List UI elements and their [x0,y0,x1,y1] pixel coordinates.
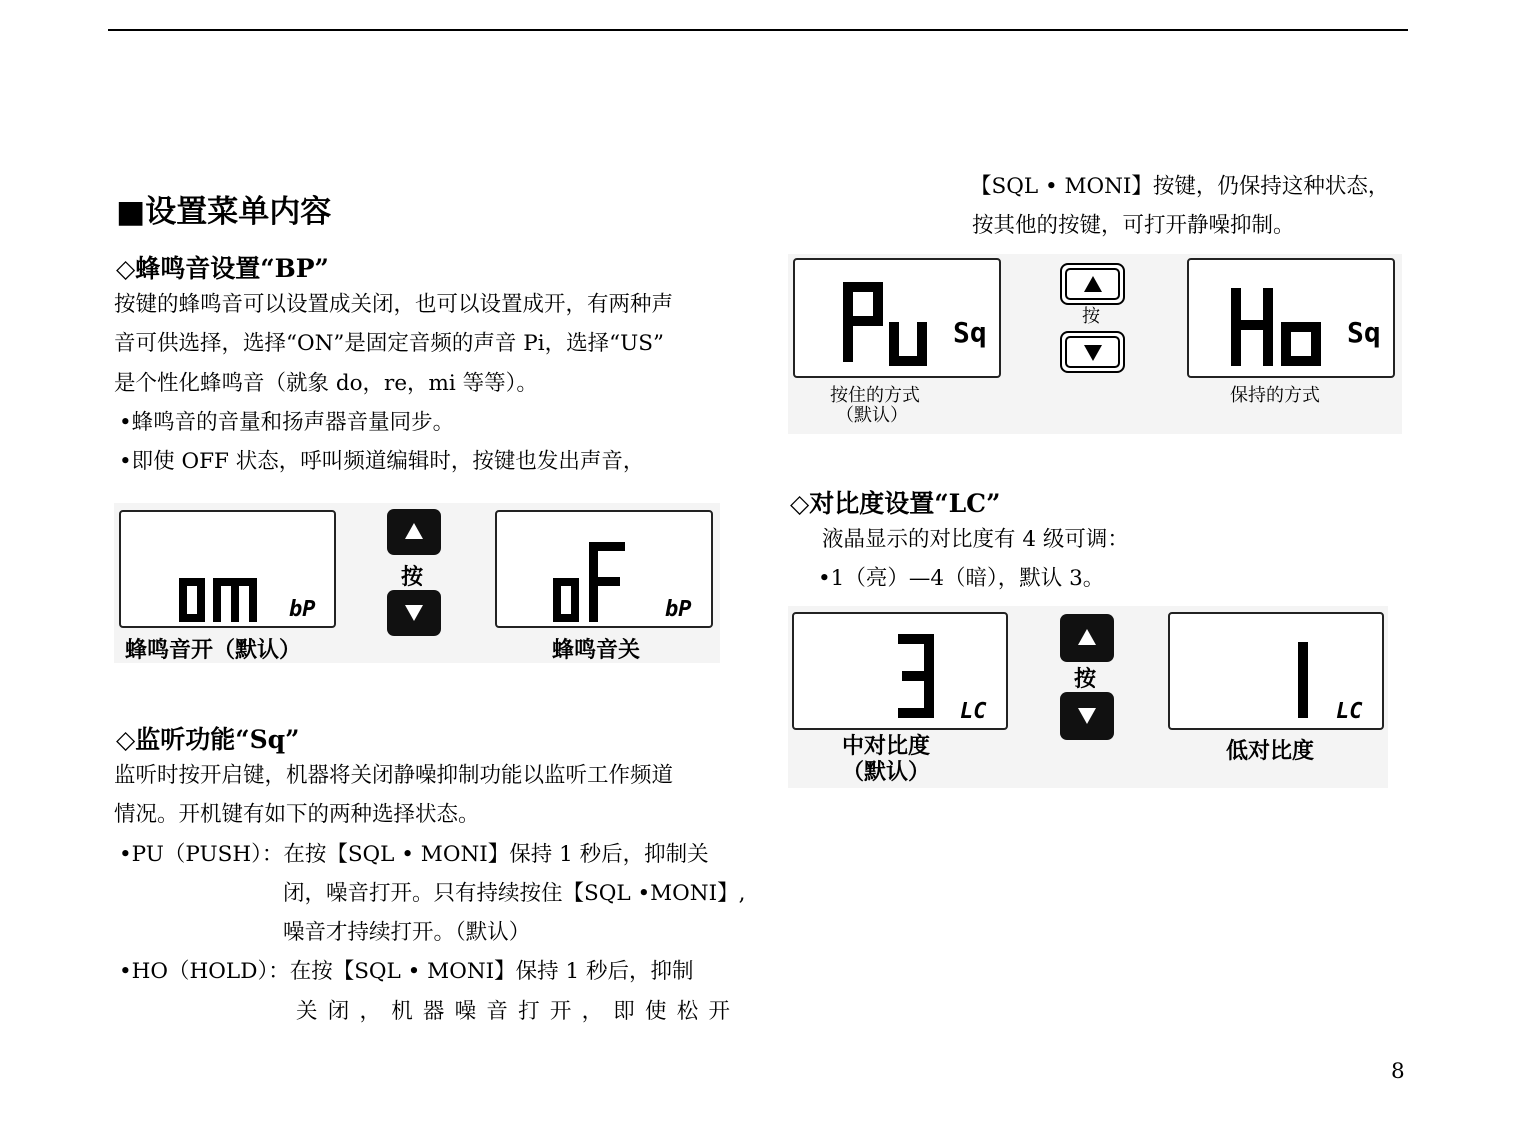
caption-line: （默认） [842,760,931,785]
svg-text:Sq: Sq [1347,316,1381,349]
down-arrow-icon [1078,708,1096,724]
down-button[interactable] [387,590,441,636]
lcd-digits-ho [1189,260,1393,376]
svg-text:bP: bP [665,597,692,622]
up-button[interactable] [1060,614,1114,662]
button-label: 按 [1074,667,1097,692]
down-button[interactable] [1060,692,1114,740]
lcd-digits-off [497,512,711,626]
text-line: 闭，噪音打开。只有持续按住【SQL •MONI】, [283,880,746,906]
lcd-digits-on [121,512,334,626]
up-arrow-icon [1084,276,1102,292]
down-arrow-icon [1084,345,1102,361]
caption-beep-on: 蜂鸣音开（默认） [125,638,302,663]
text-line: 【SQL • MONI】按键，仍保持这种状态， [970,174,1390,199]
lcd-digits-pu [795,260,999,376]
lcd-contrast-low [1168,612,1384,730]
monitor-continued [970,167,1389,246]
caption-line: 中对比度 [842,734,931,759]
beep-paragraph [114,285,673,481]
lcd-digit-1 [1170,614,1382,728]
lcd-hold [1187,258,1395,378]
caption-contrast-mid [842,734,930,786]
svg-text:LC: LC [1336,699,1363,724]
text-line: 是个性化蜂鸣音（就象 do，re，mi 等等）。 [114,370,538,396]
svg-text:Sq: Sq [953,316,987,349]
lcd-push [793,258,1001,378]
text-line: 按其他的按键，可打开静噪抑制。 [972,213,1295,239]
caption-hold: 保持的方式 [1230,385,1320,406]
svg-text:LC: LC [960,699,987,724]
text-line: 监听时按开启键，机器将关闭静噪抑制功能以监听工作频道 [114,763,674,788]
bullet-line: •1（亮）—4（暗），默认 3。 [818,566,1105,592]
caption-push [830,386,920,426]
lcd-beep-off [495,510,713,628]
contrast-paragraph [818,520,1129,599]
bullet-line: •蜂鸣音的音量和扬声器音量同步。 [119,409,455,435]
caption-line: （默认） [836,405,908,426]
bullet-line: •HO（HOLD）：在按【SQL • MONI】保持 1 秒后，抑制 [119,959,694,985]
up-button[interactable] [387,509,441,555]
down-arrow-icon [405,605,423,621]
monitor-heading: ◇监听功能“Sq” [116,725,300,754]
page-number: 8 [1391,1059,1405,1084]
beep-heading: ◇蜂鸣音设置“BP” [116,254,329,283]
up-arrow-icon [1078,629,1096,645]
text-line: 液晶显示的对比度有 4 级可调： [822,527,1129,552]
down-button[interactable] [1060,331,1125,373]
lcd-beep-on [119,510,336,628]
button-label: 按 [401,565,424,590]
lcd-digit-3 [794,614,1006,728]
svg-text:bP: bP [289,597,316,622]
contrast-heading: ◇对比度设置“LC” [790,489,1001,518]
monitor-paragraph [114,756,745,1031]
top-rule [108,29,1408,31]
text-line: 关闭，机器噪音打开，即使松开 [296,998,730,1024]
up-button[interactable] [1060,263,1125,305]
button-label: 按 [1082,306,1100,327]
caption-line: 按住的方式 [830,385,920,406]
caption-contrast-low: 低对比度 [1226,739,1315,764]
up-arrow-icon [405,523,423,539]
lcd-contrast-mid [792,612,1008,730]
bullet-line: •PU（PUSH）：在按【SQL • MONI】保持 1 秒后，抑制关 [119,841,709,867]
text-line: 按键的蜂鸣音可以设置成关闭，也可以设置成开，有两种声 [114,292,674,317]
text-line: 情况。开机键有如下的两种选择状态。 [114,802,480,828]
caption-beep-off: 蜂鸣音关 [552,638,641,663]
section-title: ■设置菜单内容 [116,194,332,230]
text-line: 音可供选择，选择“ON”是固定音频的声音 Pi，选择“US” [114,331,664,357]
text-line: 噪音才持续打开。（默认） [283,920,531,946]
bullet-line: •即使 OFF 状态，呼叫频道编辑时，按键也发出声音， [119,449,645,475]
